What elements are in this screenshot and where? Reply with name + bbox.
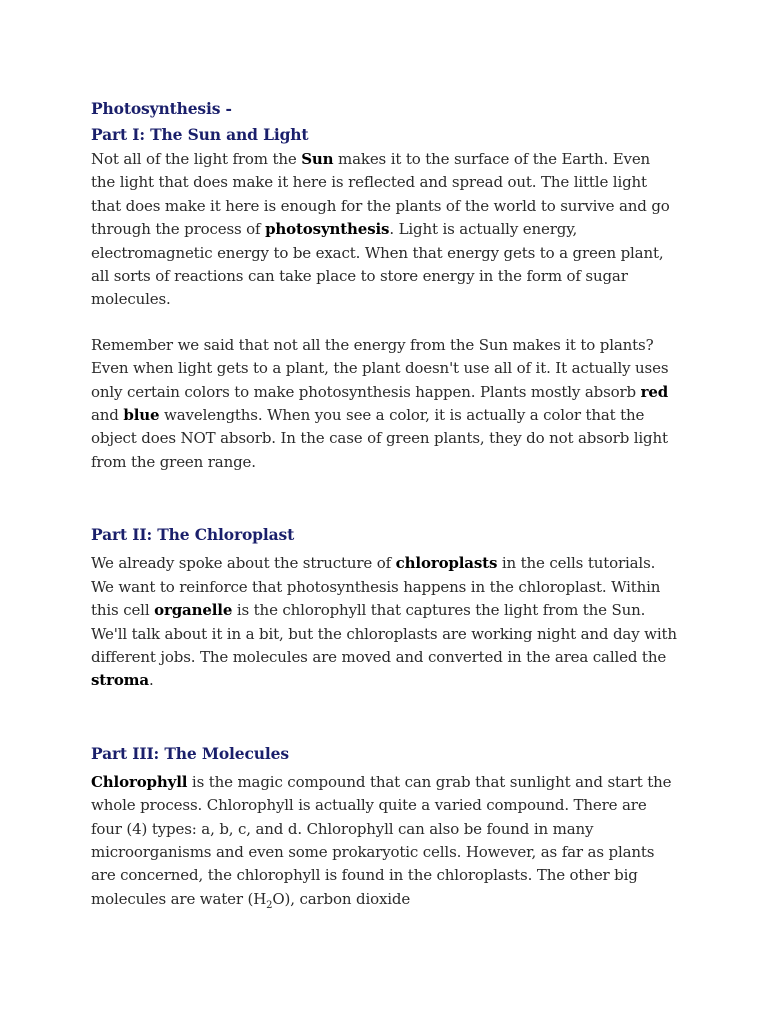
part3-heading: Part III: The Molecules — [91, 743, 289, 763]
text-run: and — [91, 406, 124, 425]
text-run: is the magic compound that can grab that sunlight and start the whole process. Chlorophyll is actually quite a varied compound. There are four (4) types: a, b, c, and d. Chlorophyll can also be found in many microorganisms and even some prokaryotic cells. However, as far as plants are concerned, the chlorophyll is found in the chloroplasts. The other big molecules are water (H — [91, 772, 672, 908]
text-run: We already spoke about the structure of — [91, 554, 396, 573]
bold-term-photosynthesis: photosynthesis — [265, 220, 390, 239]
part2-paragraph-1 — [91, 552, 678, 692]
bold-term-organelle: organelle — [154, 601, 233, 620]
part1-heading: Part I: The Sun and Light — [91, 125, 309, 144]
bold-term-blue: blue — [123, 406, 160, 425]
text-run: is the chlorophyll that captures the light from the Sun. We'll talk about it in a bit, but the chloroplasts are working night and day with different jobs. The molecules are moved and converted in the area called the — [91, 601, 677, 666]
bold-term-sun: Sun — [301, 150, 334, 168]
bold-term-stroma: stroma — [91, 671, 149, 690]
part3-paragraph-1 — [91, 771, 678, 911]
bold-term-red: red — [640, 382, 669, 401]
text-run: wavelengths. When you see a color, it is actually a color that the object does NOT absorb. In the case of green plants, they do not absorb light from the green range. — [91, 406, 668, 471]
bold-term-chloroplasts: chloroplasts — [395, 554, 498, 573]
part1-paragraph-2 — [91, 334, 678, 474]
text-run: makes it to the surface of the Earth. Even the light that does make it here is reflected and spread out. The little light that does make it here is enough for the plants of the world to survive and go through the process of — [91, 150, 670, 239]
text-run: in the cells tutorials. We want to reinforce that photosynthesis happens in the chloroplast. Within this cell — [91, 554, 661, 620]
text-run: . — [148, 671, 154, 690]
bold-term-chlorophyll: Chlorophyll — [91, 772, 188, 791]
text-run: . Light is actually energy, electromagnetic energy to be exact. When that energy gets to a green plant, all sorts of reactions can take place to store energy in the form of sugar molecules. — [91, 220, 664, 309]
part1-paragraph-1 — [91, 148, 678, 312]
text-run: Not all of the light from the — [91, 150, 302, 168]
part2-heading: Part II: The Chloroplast — [91, 525, 295, 545]
text-run: Remember we said that not all the energy from the Sun makes it to plants? Even when light gets to a plant, the plant doesn't use all of it. It actually uses only certain colors to make photosynthesis happen. Plants mostly absorb — [91, 335, 669, 401]
subscript-2: 2 — [266, 899, 273, 911]
document-title: Photosynthesis - — [91, 99, 232, 118]
text-run: O), carbon dioxide — [272, 889, 411, 908]
